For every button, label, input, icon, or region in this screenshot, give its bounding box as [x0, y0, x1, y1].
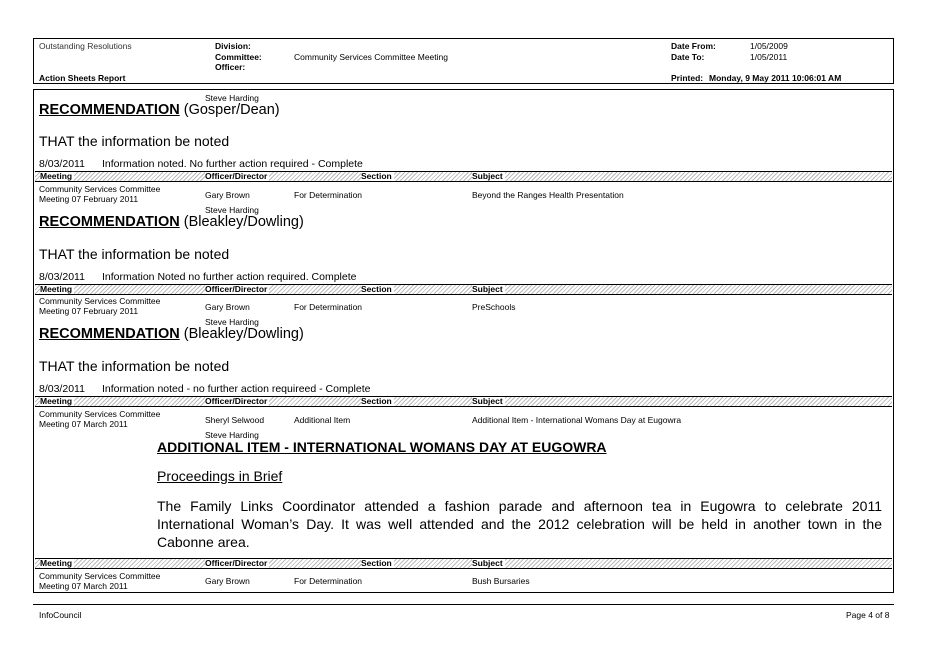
meeting-line1: Community Services Committee: [39, 409, 161, 419]
officer-cell: Gary Brown: [205, 190, 250, 200]
resolution-text-1: THAT the information be noted: [39, 133, 230, 149]
meeting-line2: Meeting 07 February 2011: [39, 194, 139, 204]
date-to-value: 1/05/2011: [750, 52, 788, 62]
action-date-3: 8/03/2011: [39, 383, 85, 395]
subject-cell: Bush Bursaries: [472, 576, 530, 586]
recommendation-word: RECOMMENDATION: [39, 326, 180, 342]
subject-cell: Beyond the Ranges Health Presentation: [472, 190, 624, 200]
action-text-2: Information Noted no further action required. Complete: [102, 271, 357, 283]
col-subject: Subject: [472, 284, 503, 294]
meeting-line1: Community Services Committee: [39, 571, 161, 581]
section-cell: For Determination: [294, 302, 363, 312]
resolution-text-2: THAT the information be noted: [39, 246, 230, 262]
recommendation-3: [39, 326, 304, 342]
officer-cell: Gary Brown: [205, 576, 250, 586]
column-header-bar: [35, 284, 892, 295]
section-cell: Additional Item: [294, 415, 351, 425]
item-subheading: Proceedings in Brief: [157, 468, 283, 484]
col-section: Section: [361, 171, 392, 181]
col-officer: Officer/Director: [205, 396, 268, 406]
recommendation-movers: (Gosper/Dean): [183, 102, 280, 118]
meeting-cell: [39, 184, 160, 204]
col-meeting: Meeting: [40, 171, 73, 181]
footer-divider: [33, 604, 894, 605]
col-officer: Officer/Director: [205, 284, 268, 294]
meeting-cell: [39, 409, 160, 429]
section-cell: For Determination: [294, 190, 363, 200]
recommendation-movers: (Bleakley/Dowling): [183, 326, 304, 342]
recommendation-1: [39, 102, 280, 118]
col-section: Section: [361, 558, 392, 568]
footer-app-name: InfoCouncil: [39, 610, 82, 620]
col-subject: Subject: [472, 396, 503, 406]
action-date-2: 8/03/2011: [39, 271, 85, 283]
col-subject: Subject: [472, 558, 503, 568]
section-cell: For Determination: [294, 576, 363, 586]
officer2-cell: Steve Harding: [205, 205, 259, 215]
date-to-label: Date To:: [671, 52, 705, 62]
subject-cell: Additional Item - International Womans Day at Eugowra: [472, 415, 682, 425]
col-section: Section: [361, 396, 392, 406]
meeting-cell: [39, 296, 160, 316]
col-subject: Subject: [472, 171, 503, 181]
col-section: Section: [361, 284, 392, 294]
officer2-cell: Steve Harding: [205, 317, 259, 327]
column-header-bar: [35, 396, 892, 407]
recommendation-movers: (Bleakley/Dowling): [183, 214, 304, 230]
item-paragraph: The Family Links Coordinator attended a fashion parade and afternoon tea in Eugowra to celebrate 2011 International Woman’s Day. It was well attended and the 2012 celebration will be held in another town in the Cabonne area.: [157, 498, 882, 550]
col-meeting: Meeting: [40, 284, 73, 294]
footer-page-number: Page 4 of 8: [846, 610, 890, 620]
recommendation-word: RECOMMENDATION: [39, 214, 180, 230]
subject-cell: PreSchools: [472, 302, 516, 312]
report-name: Outstanding Resolutions: [39, 41, 132, 51]
date-from-label: Date From:: [671, 41, 716, 51]
meeting-line1: Community Services Committee: [39, 184, 161, 194]
officer2-top: Steve Harding: [205, 93, 259, 103]
meeting-line2: Meeting 07 February 2011: [39, 306, 139, 316]
col-meeting: Meeting: [40, 396, 73, 406]
committee-value: Community Services Committee Meeting: [294, 52, 448, 62]
col-meeting: Meeting: [40, 558, 73, 568]
action-text-3: Information noted - no further action requireed - Complete: [102, 383, 371, 395]
officer-cell: Sheryl Selwood: [205, 415, 265, 425]
action-date-1: 8/03/2011: [39, 158, 85, 170]
report-type: Action Sheets Report: [39, 73, 126, 83]
meeting-cell: [39, 571, 160, 591]
officer-label: Officer:: [215, 62, 246, 72]
item-heading: ADDITIONAL ITEM - INTERNATIONAL WOMANS DAY AT EUGOWRA: [157, 439, 607, 455]
meeting-line2: Meeting 07 March 2011: [39, 419, 128, 429]
officer-cell: Gary Brown: [205, 302, 250, 312]
col-officer: Officer/Director: [205, 558, 268, 568]
col-officer: Officer/Director: [205, 171, 268, 181]
officer2-cell: Steve Harding: [205, 430, 259, 440]
date-from-value: 1/05/2009: [750, 41, 788, 51]
recommendation-2: [39, 214, 304, 230]
recommendation-word: RECOMMENDATION: [39, 102, 180, 118]
column-header-bar: [35, 171, 892, 182]
meeting-line1: Community Services Committee: [39, 296, 161, 306]
printed-value: Monday, 9 May 2011 10:06:01 AM: [709, 73, 842, 83]
committee-label: Committee:: [215, 52, 262, 62]
column-header-bar: [35, 558, 892, 569]
meeting-line2: Meeting 07 March 2011: [39, 581, 128, 591]
action-text-1: Information noted. No further action required - Complete: [102, 158, 363, 170]
resolution-text-3: THAT the information be noted: [39, 358, 230, 374]
printed-label: Printed:: [671, 73, 704, 83]
division-label: Division:: [215, 41, 251, 51]
